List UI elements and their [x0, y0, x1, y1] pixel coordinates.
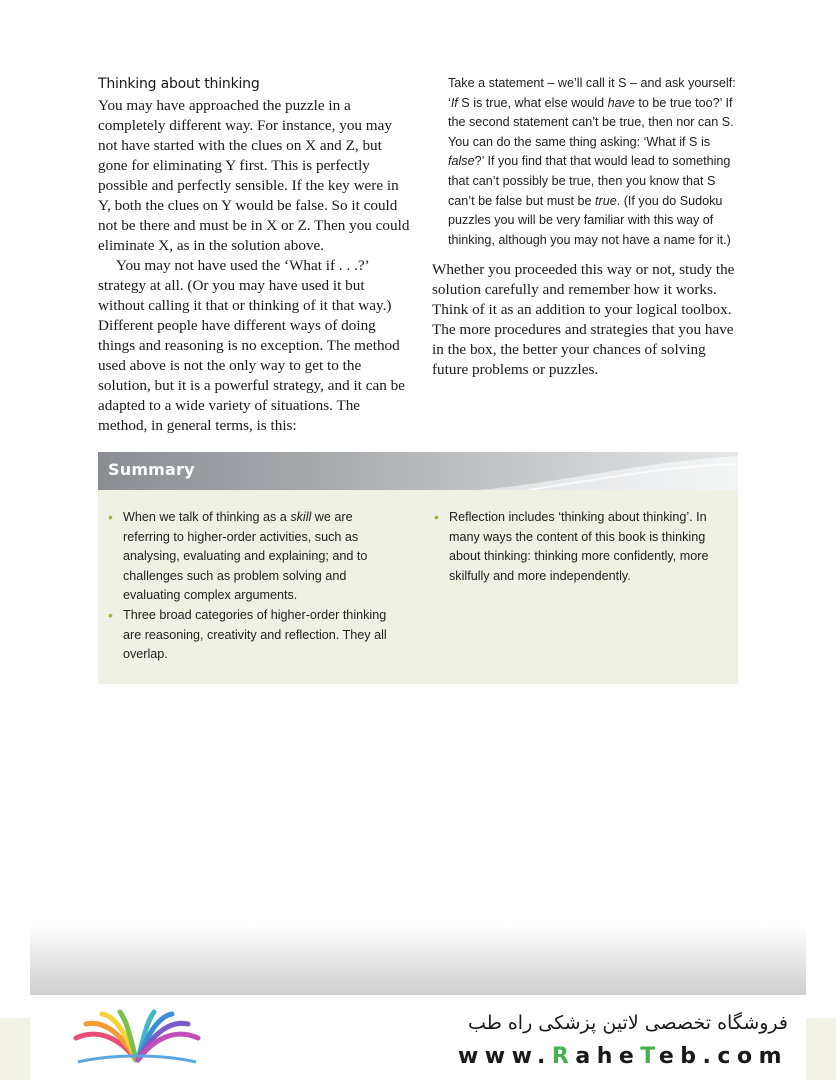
summary-list-right — [432, 508, 722, 586]
paragraph-what-if-strategy: You may not have used the ‘What if . . .?’ strategy at all. (Or you may have used it but without calling it that or thinking of it that way.) Different people have different ways of doing things and reasoning is no exception. The method used above is not the only way to get to the solution, but it is a powerful strategy, and it can be adapted to a wide variety of situations. The method, in general terms, is this: — [98, 257, 405, 434]
list-item: • When we talk of thinking as a skill we are referring to higher-order activities, such as analysing, evaluating and explaining; and to challenges such as problem solving and evaluating complex arguments. — [108, 509, 368, 603]
summary-panel — [98, 452, 738, 684]
list-item: • Reflection includes ‘thinking about thinking’. In many ways the content of this book is thinking about thinking: thinking more confidently, more skilfully and more independently. — [434, 509, 709, 583]
bullet-icon: • — [108, 606, 113, 623]
left-column — [98, 76, 410, 436]
open-book-rainbow-icon — [72, 1008, 202, 1068]
bullet-icon: • — [434, 509, 439, 525]
footer-strip-right — [806, 1018, 836, 1080]
paragraph-toolbox: Whether you proceeded this way or not, study the solution carefully and remember how it works. Think of it as an addition to your logical toolbox. The more procedures and strategies that you have in the box, the better your chances of solving future problems or puzzles. — [432, 261, 735, 379]
section-heading: Thinking about thinking — [98, 76, 260, 92]
summary-list-left — [106, 508, 396, 665]
list-item: • Three broad categories of higher-order thinking are reasoning, creativity and reflection. They all overlap. — [108, 606, 387, 662]
paragraph-approach: You may have approached the puzzle in a completely different way. For instance, you may not have started with the clues on X and Z, but gone for eliminating Y first. This is perfectly possible and perfectly sensible. If the key were in Y, both the clues on Y would be false. So it could not be there and must be in X or Z. Then you could eliminate X, as in the solution above. — [98, 97, 410, 254]
method-callout: Take a statement – we’ll call it S – and ask yourself: ‘If S is true, what else would have to be true too?’ If the second statement can’t be true, then nor can S. You can do the same thing asking: ‘What if S is false?’ If you find that that would lead to something that can’t possibly be true, then you know that S can’t be false but must be true. (If you do Sudoku puzzles you will be very familiar with this way of thinking, although you may not have a name for it.) — [448, 76, 736, 247]
shop-url-link[interactable]: www.RaheTeb.com — [457, 1044, 788, 1069]
page-shadow — [30, 925, 806, 995]
bullet-icon: • — [108, 509, 113, 525]
footer-strip-left — [0, 1018, 30, 1080]
shop-name: فروشگاه تخصصی لاتین پزشکی راه طب — [468, 1012, 788, 1034]
summary-title: Summary — [108, 460, 195, 479]
summary-header — [98, 452, 738, 490]
right-column — [432, 74, 740, 380]
